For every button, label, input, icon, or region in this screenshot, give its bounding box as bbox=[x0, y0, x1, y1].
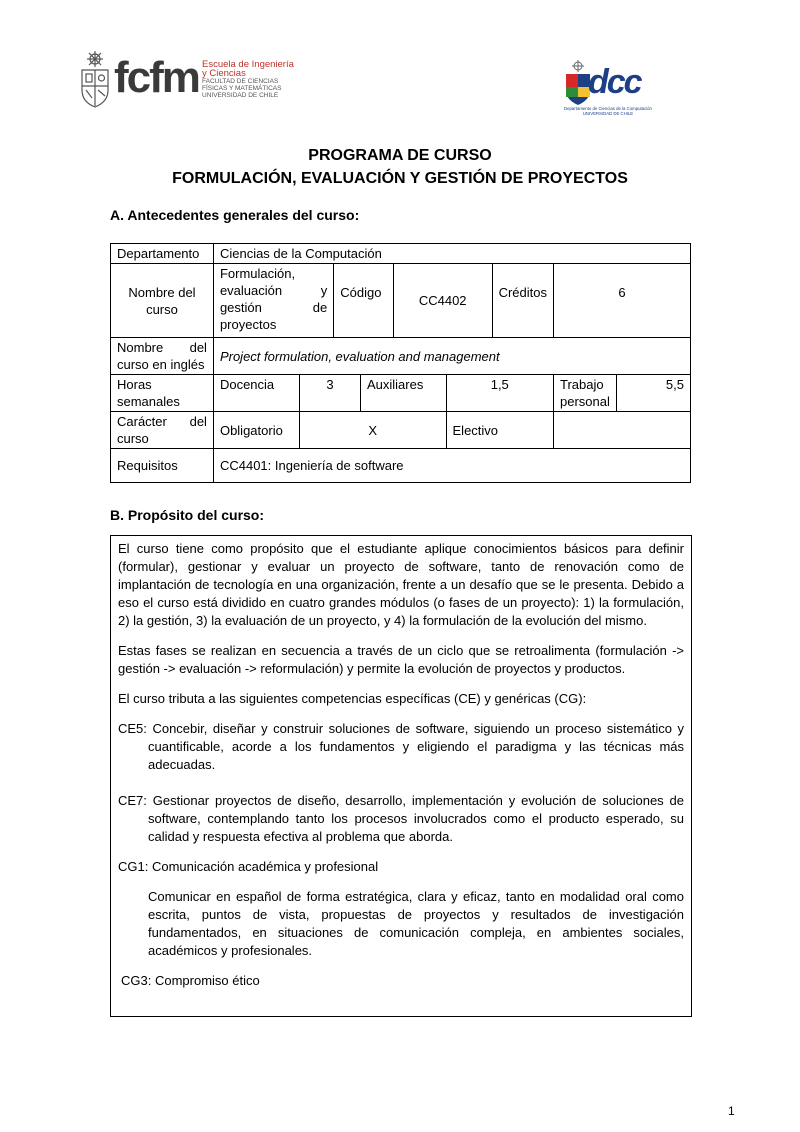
purpose-paragraph-2: Estas fases se realizan en secuencia a través de un ciclo que se retroalimenta (formulación -> gestión -> evaluación -> reformulación) y permite la evolución de proyectos y productos. bbox=[118, 643, 684, 676]
course-title: FORMULACIÓN, EVALUACIÓN Y GESTIÓN DE PROYECTOS bbox=[172, 170, 628, 187]
purpose-paragraph-3: El curso tributa a las siguientes competencias específicas (CE) y genéricas (CG): bbox=[118, 691, 587, 706]
electivo-label: Electivo bbox=[446, 412, 553, 449]
ingles-value: Project formulation, evaluation and management bbox=[213, 338, 690, 375]
table-row-nombre-ingles bbox=[111, 338, 691, 375]
dcc-logo bbox=[562, 58, 654, 120]
docencia-label: Docencia bbox=[213, 375, 299, 412]
section-b-title: B. Propósito del curso: bbox=[110, 507, 265, 523]
nombre-value bbox=[213, 264, 333, 338]
ingles-label-line1a: Nombre bbox=[117, 340, 164, 355]
auxiliares-label: Auxiliares bbox=[360, 375, 446, 412]
table-row-horas bbox=[111, 375, 691, 412]
obligatorio-value: X bbox=[299, 412, 446, 449]
electivo-value bbox=[554, 412, 691, 449]
horas-label: Horas semanales bbox=[111, 375, 214, 412]
codigo-value: CC4402 bbox=[393, 264, 492, 338]
ingles-label-line1 bbox=[117, 339, 207, 356]
nombre-value-line2 bbox=[220, 282, 327, 299]
auxiliares-value: 1,5 bbox=[446, 375, 553, 412]
dcc-wordmark: dcc bbox=[588, 63, 641, 101]
trabajo-value: 5,5 bbox=[616, 375, 690, 412]
departamento-value: Ciencias de la Computación bbox=[213, 244, 690, 264]
course-info-table bbox=[110, 243, 691, 483]
fcfm-logo-text bbox=[202, 60, 322, 99]
fcfm-logo-line4: FÍSICAS Y MATEMÁTICAS bbox=[202, 85, 282, 92]
nombre-value-line2b: y bbox=[320, 283, 328, 298]
nombre-value-line3a: gestión bbox=[219, 300, 262, 315]
fcfm-logo-line1: Escuela de Ingeniería bbox=[202, 59, 294, 70]
page-number: 1 bbox=[728, 1104, 735, 1118]
creditos-label: Créditos bbox=[492, 264, 553, 338]
dcc-logo-text bbox=[562, 106, 654, 116]
competency-cg1: CG1: Comunicación académica y profesional bbox=[118, 859, 379, 874]
ingles-label-line1b: del bbox=[189, 340, 207, 355]
competency-cg3: CG3: Compromiso ético bbox=[121, 973, 260, 988]
nombre-value-line3b: de bbox=[312, 300, 328, 315]
university-seal-icon bbox=[78, 50, 112, 108]
docencia-value: 3 bbox=[299, 375, 360, 412]
departamento-label: Departamento bbox=[111, 244, 214, 264]
trabajo-label: Trabajo personal bbox=[554, 375, 617, 412]
nombre-value-line4: proyectos bbox=[219, 317, 277, 332]
purpose-paragraph-1: El curso tiene como propósito que el estudiante aplique conocimientos básicos para definir (formular), gestionar y evaluar un proyecto de software, tanto de renovación como de implantación de tecnología en una organización, frente a un desafío que se le presenta. Debido a eso el curso está dividido en cuatro grandes módulos (o fases de un proyecto): 1) la formulación, 2) la gestión, 3) la evaluación de un proyecto, y 4) la formulación de la evolución del mismo. bbox=[118, 541, 684, 628]
table-row-nombre bbox=[111, 264, 691, 338]
ingles-label bbox=[111, 338, 214, 375]
nombre-value-line3 bbox=[220, 299, 327, 316]
codigo-label: Código bbox=[334, 264, 394, 338]
caracter-label-line1a: Carácter bbox=[117, 414, 167, 429]
competency-cg1-description: Comunicar en español de forma estratégica, clara y eficaz, tanto en modalidad oral como escrita, puntos de vista, propuestas de proyectos y resultados de investigación fundamentados, en situaciones de comunicación compleja, en ambientes sociales, académicos y profesionales. bbox=[148, 889, 684, 958]
competency-ce5: CE5: Concebir, diseñar y construir soluciones de software, siguiendo un proceso sistemático y cuantificable, acorde a los fundamentos y eligiendo el paradigma y las técnicas más adecuadas. bbox=[118, 721, 684, 772]
competency-ce7: CE7: Gestionar proyectos de diseño, desarrollo, implementación y evolución de soluciones de software, contemplando tanto los procesos involucrados como el producto esperado, su calidad y respuesta efectiva al problema que aborda. bbox=[118, 793, 684, 844]
caracter-label-line1b: del bbox=[189, 414, 207, 429]
caracter-label-line1 bbox=[117, 413, 207, 430]
course-purpose-box bbox=[110, 535, 692, 1017]
table-row-departamento bbox=[111, 244, 691, 264]
dcc-logo-line1: Departamento de Ciencias de la Computación bbox=[564, 106, 652, 111]
nombre-value-line2a: evaluación bbox=[219, 283, 283, 298]
nombre-label: Nombre del curso bbox=[111, 264, 214, 338]
fcfm-logo-line2: y Ciencias bbox=[202, 68, 246, 79]
requisitos-label: Requisitos bbox=[111, 449, 214, 483]
section-a-title: A. Antecedentes generales del curso: bbox=[110, 207, 360, 223]
caracter-label-line2: curso bbox=[117, 431, 149, 446]
page-title: PROGRAMA DE CURSO bbox=[308, 147, 492, 164]
table-row-requisitos bbox=[111, 449, 691, 483]
table-row-caracter bbox=[111, 412, 691, 449]
dcc-logo-line2: UNIVERSIDAD DE CHILE bbox=[582, 111, 634, 116]
nombre-value-line1: Formulación, bbox=[219, 266, 296, 281]
requisitos-value: CC4401: Ingeniería de software bbox=[213, 449, 690, 483]
fcfm-logo-line5: UNIVERSIDAD DE CHILE bbox=[202, 92, 279, 99]
fcfm-logo bbox=[78, 50, 318, 112]
ingles-label-line2: curso en inglés bbox=[117, 357, 205, 372]
creditos-value: 6 bbox=[554, 264, 691, 338]
obligatorio-label: Obligatorio bbox=[213, 412, 299, 449]
fcfm-logo-line3: FACULTAD DE CIENCIAS bbox=[202, 78, 279, 85]
fcfm-wordmark: fcfm bbox=[114, 53, 199, 102]
caracter-label bbox=[111, 412, 214, 449]
